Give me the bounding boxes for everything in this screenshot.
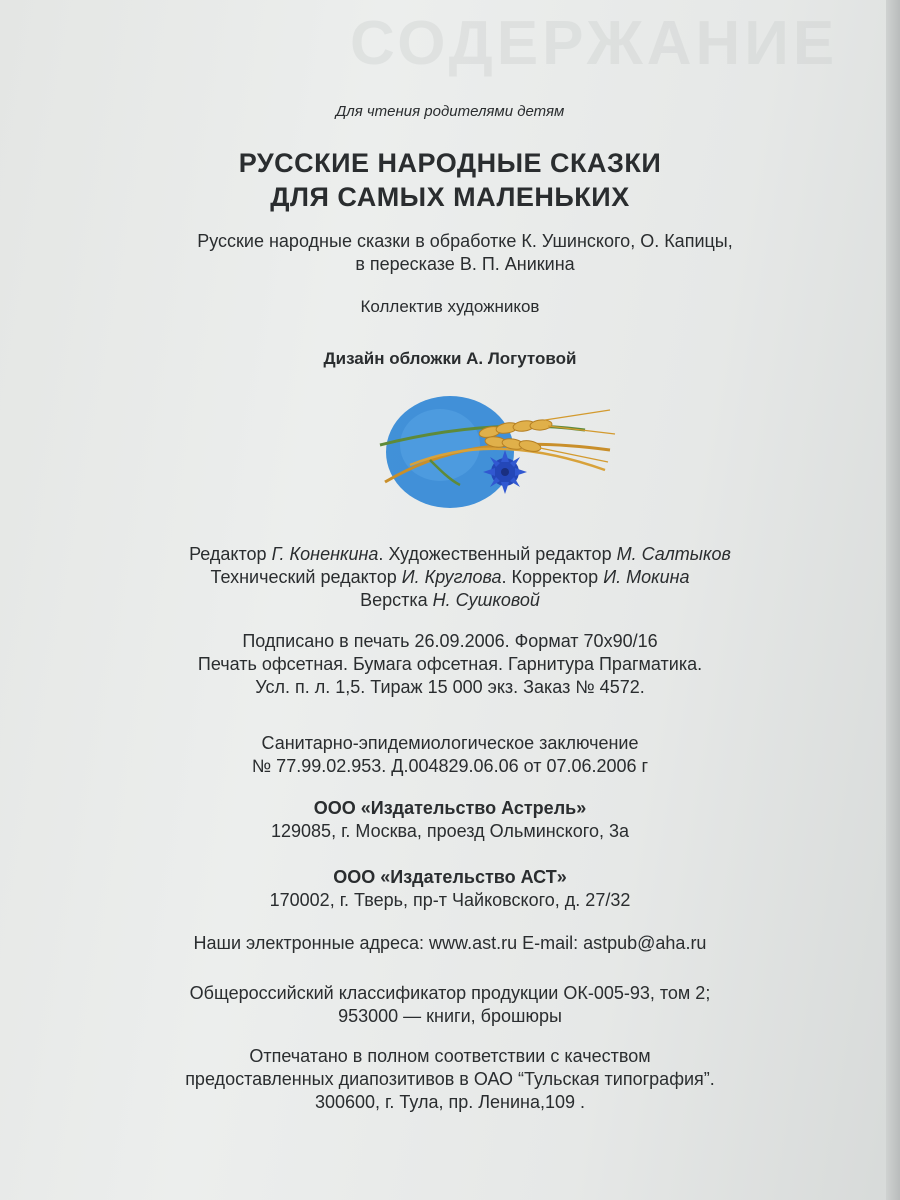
proofreader-label: Корректор [511,567,599,587]
contact-addresses: Наши электронные адреса: www.ast.ru E-mail: astpub@aha.ru [193,933,707,953]
classifier-line-1: Общероссийский классификатор продукции ОК-005-93, том 2; [189,983,711,1003]
print-line-2: Печать офсетная. Бумага офсетная. Гарнитура Прагматика. [197,654,703,674]
wheat-and-cornflower-icon [370,390,620,515]
art-editor-label: Художественный редактор [388,544,612,564]
printer-line-1: Отпечатано в полном соответствии с качеством [249,1046,651,1066]
sanitary-line-2: № 77.99.02.953. Д.004829.06.06 от 07.06.2006 г [251,756,649,776]
cover-design-credit: Дизайн обложки А. Логутовой [323,349,577,368]
tech-editor-label: Технический редактор [210,567,397,587]
editor-label: Редактор [189,544,267,564]
art-editor-name: М. Салтыков [616,544,731,564]
publisher-ast [0,866,900,912]
adaptation-credits [0,230,900,276]
layout-name: Н. Сушковой [432,590,540,610]
proofreader-name: И. Мокина [603,567,690,587]
printer-line-3: 300600, г. Тула, пр. Ленина,109 . [314,1092,586,1112]
editor-name: Г. Коненкина [271,544,379,564]
publisher-astrel-name: ООО «Издательство Астрель» [313,798,587,818]
classifier-line-2: 953000 — книги, брошюры [338,1006,562,1026]
publisher-ast-address: 170002, г. Тверь, пр-т Чайковского, д. 27/32 [269,890,631,910]
bleed-through-text: СОДЕРЖАНИЕ [350,9,839,78]
publisher-astrel [0,797,900,843]
print-line-1: Подписано в печать 26.09.2006. Формат 70х90/16 [242,631,658,651]
artists-credit: Коллектив художников [360,297,540,316]
tech-editor-name: И. Круглова [401,567,502,587]
printer-line-2: предоставленных диапозитивов в ОАО “Тульская типография”. [185,1069,715,1089]
sanitary-certificate [0,732,900,778]
book-title-line-2: ДЛЯ САМЫХ МАЛЕНЬКИХ [270,182,630,212]
print-line-3: Усл. п. л. 1,5. Тираж 15 000 экз. Заказ № 4572. [255,677,645,697]
product-classifier [0,982,900,1028]
editorial-credits: Редактор Г. Коненкина. Художественный редактор М. Салтыков Технический редактор И. Круглова. Корректор И. Мокина Верстка Н. Сушковой [189,544,731,610]
sanitary-line-1: Санитарно-эпидемиологическое заключение [261,733,639,753]
layout-label: Верстка [360,590,428,610]
adaptation-line-1: Русские народные сказки в обработке К. Ушинского, О. Капицы, [197,231,733,251]
adaptation-line-2: в пересказе В. П. Аникина [355,254,575,274]
audience-note: Для чтения родителями детям [335,103,565,120]
book-title-line-1: РУССКИЕ НАРОДНЫЕ СКАЗКИ [238,148,662,178]
publisher-ast-name: ООО «Издательство АСТ» [333,867,567,887]
printer-info [0,1045,900,1114]
print-details [0,630,900,699]
publisher-astrel-address: 129085, г. Москва, проезд Ольминского, 3а [271,821,629,841]
book-title [0,146,900,214]
